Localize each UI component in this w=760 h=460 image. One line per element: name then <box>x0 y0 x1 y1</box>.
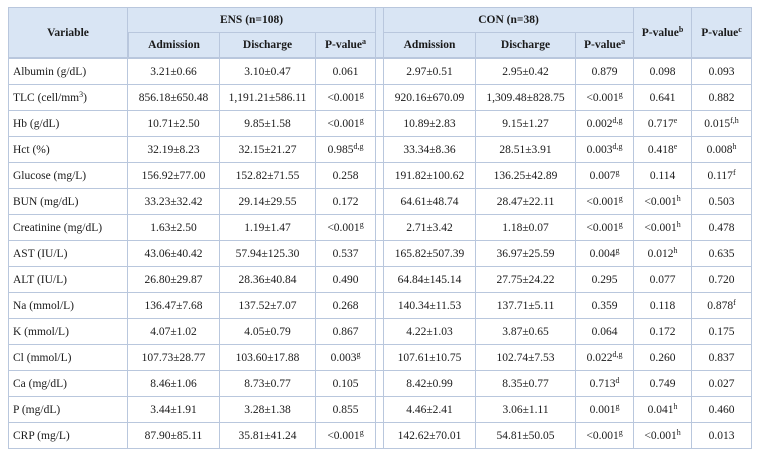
con-discharge-cell: 8.35±0.77 <box>476 371 576 397</box>
variable-cell: BUN (mg/dL) <box>8 189 128 215</box>
variable-cell: Na (mmol/L) <box>8 293 128 319</box>
con-discharge-cell: 3.87±0.65 <box>476 319 576 345</box>
group-separator <box>376 319 384 345</box>
group-separator <box>376 189 384 215</box>
table-row <box>8 293 752 319</box>
group-separator <box>376 215 384 241</box>
con-admission-cell: 64.61±48.74 <box>384 189 476 215</box>
ens-discharge-cell: 29.14±29.55 <box>220 189 316 215</box>
group-separator <box>376 267 384 293</box>
pvalue-b-cell: 0.041$^h$ <box>634 397 692 423</box>
header-pvalue-c: P-value$^c$ <box>692 7 752 58</box>
con-admission-cell: 4.46±2.41 <box>384 397 476 423</box>
con-pvalue-cell: <0.001$^g$ <box>576 215 634 241</box>
pvalue-c-cell: 0.027 <box>692 371 752 397</box>
header-con-pvalue: P-value$^a$ <box>576 33 634 58</box>
pvalue-c-cell: 0.460 <box>692 397 752 423</box>
con-pvalue-cell: 0.022$^{d,g}$ <box>576 345 634 371</box>
table-row <box>8 215 752 241</box>
con-discharge-cell: 137.71±5.11 <box>476 293 576 319</box>
pvalue-c-cell: 0.635 <box>692 241 752 267</box>
header-variable: Variable <box>8 7 128 58</box>
ens-discharge-cell: 3.28±1.38 <box>220 397 316 423</box>
ens-discharge-cell: 1,191.21±586.11 <box>220 85 316 111</box>
con-admission-cell: 2.71±3.42 <box>384 215 476 241</box>
ens-discharge-cell: 8.73±0.77 <box>220 371 316 397</box>
ens-admission-cell: 156.92±77.00 <box>128 163 220 189</box>
pvalue-b-cell: <0.001$^h$ <box>634 423 692 449</box>
ens-discharge-cell: 152.82±71.55 <box>220 163 316 189</box>
pvalue-b-cell: 0.641 <box>634 85 692 111</box>
group-separator <box>376 163 384 189</box>
ens-pvalue-cell: 0.490 <box>316 267 376 293</box>
con-admission-cell: 10.89±2.83 <box>384 111 476 137</box>
ens-admission-cell: 1.63±2.50 <box>128 215 220 241</box>
pvalue-c-cell: 0.175 <box>692 319 752 345</box>
variable-cell: K (mmol/L) <box>8 319 128 345</box>
pvalue-b-cell: 0.012$^h$ <box>634 241 692 267</box>
table-body <box>8 58 752 449</box>
con-discharge-cell: 102.74±7.53 <box>476 345 576 371</box>
header-con-discharge: Discharge <box>476 33 576 58</box>
variable-cell: TLC $(cell/mm^3)$ <box>8 85 128 111</box>
group-separator <box>376 293 384 319</box>
variable-cell: P (mg/dL) <box>8 397 128 423</box>
ens-admission-cell: 107.73±28.77 <box>128 345 220 371</box>
ens-pvalue-cell: 0.061 <box>316 58 376 85</box>
con-discharge-cell: 28.47±22.11 <box>476 189 576 215</box>
pvalue-b-cell: 0.418e <box>634 137 692 163</box>
ens-admission-cell: 856.18±650.48 <box>128 85 220 111</box>
pvalue-c-cell: 0.720 <box>692 267 752 293</box>
ens-admission-cell: 3.21±0.66 <box>128 58 220 85</box>
variable-cell: ALT (IU/L) <box>8 267 128 293</box>
ens-pvalue-cell: 0.867 <box>316 319 376 345</box>
table-row <box>8 163 752 189</box>
pvalue-b-cell: 0.172 <box>634 319 692 345</box>
ens-discharge-cell: 137.52±7.07 <box>220 293 316 319</box>
pvalue-c-cell: 0.478 <box>692 215 752 241</box>
group-separator <box>376 345 384 371</box>
ens-discharge-cell: 103.60±17.88 <box>220 345 316 371</box>
con-pvalue-cell: 0.002$^{d,g}$ <box>576 111 634 137</box>
ens-pvalue-cell: 0.172 <box>316 189 376 215</box>
con-pvalue-cell: 0.004$^g$ <box>576 241 634 267</box>
con-discharge-cell: 9.15±1.27 <box>476 111 576 137</box>
variable-cell: Cl (mmol/L) <box>8 345 128 371</box>
table-row <box>8 111 752 137</box>
header-ens-pvalue: P-value$^a$ <box>316 33 376 58</box>
variable-cell: Hct (%) <box>8 137 128 163</box>
ens-pvalue-cell: <0.001$^g$ <box>316 215 376 241</box>
pvalue-c-cell: 0.015$^{f,h}$ <box>692 111 752 137</box>
ens-pvalue-cell: 0.985$^{d,g}$ <box>316 137 376 163</box>
con-pvalue-cell: <0.001$^g$ <box>576 423 634 449</box>
ens-discharge-cell: 3.10±0.47 <box>220 58 316 85</box>
con-discharge-cell: 36.97±25.59 <box>476 241 576 267</box>
ens-pvalue-cell: 0.003$^g$ <box>316 345 376 371</box>
lab-values-table-container <box>8 7 752 449</box>
con-pvalue-cell: 0.001$^g$ <box>576 397 634 423</box>
header-pvalue-b: P-value$^b$ <box>634 7 692 58</box>
table-row <box>8 189 752 215</box>
ens-discharge-cell: 57.94±125.30 <box>220 241 316 267</box>
table-row <box>8 371 752 397</box>
con-discharge-cell: 136.25±42.89 <box>476 163 576 189</box>
con-admission-cell: 140.34±11.53 <box>384 293 476 319</box>
con-pvalue-cell: <0.001$^g$ <box>576 189 634 215</box>
table-row <box>8 85 752 111</box>
pvalue-b-cell: 0.749 <box>634 371 692 397</box>
con-pvalue-cell: 0.295 <box>576 267 634 293</box>
pvalue-c-cell: 0.117$^f$ <box>692 163 752 189</box>
header-con-admission: Admission <box>384 33 476 58</box>
ens-admission-cell: 8.46±1.06 <box>128 371 220 397</box>
pvalue-c-cell: 0.882 <box>692 85 752 111</box>
table-row <box>8 345 752 371</box>
con-admission-cell: 191.82±100.62 <box>384 163 476 189</box>
variable-cell: CRP (mg/L) <box>8 423 128 449</box>
pvalue-c-cell: 0.093 <box>692 58 752 85</box>
ens-discharge-cell: 4.05±0.79 <box>220 319 316 345</box>
group-separator <box>376 85 384 111</box>
pvalue-c-cell: 0.837 <box>692 345 752 371</box>
con-admission-cell: 4.22±1.03 <box>384 319 476 345</box>
pvalue-b-cell: <0.001$^h$ <box>634 215 692 241</box>
table-row <box>8 241 752 267</box>
table-row <box>8 319 752 345</box>
pvalue-c-cell: 0.008$^h$ <box>692 137 752 163</box>
con-admission-cell: 64.84±145.14 <box>384 267 476 293</box>
ens-admission-cell: 136.47±7.68 <box>128 293 220 319</box>
ens-admission-cell: 3.44±1.91 <box>128 397 220 423</box>
pvalue-c-cell: 0.503 <box>692 189 752 215</box>
variable-cell: AST (IU/L) <box>8 241 128 267</box>
header-con-group: CON (n=38) <box>384 7 634 33</box>
pvalue-c-cell: 0.013 <box>692 423 752 449</box>
pvalue-b-cell: 0.260 <box>634 345 692 371</box>
ens-admission-cell: 33.23±32.42 <box>128 189 220 215</box>
con-discharge-cell: 54.81±50.05 <box>476 423 576 449</box>
pvalue-b-cell: 0.098 <box>634 58 692 85</box>
table-row <box>8 423 752 449</box>
ens-pvalue-cell: <0.001$^g$ <box>316 111 376 137</box>
group-separator <box>376 241 384 267</box>
variable-cell: Albumin (g/dL) <box>8 58 128 85</box>
table-row <box>8 267 752 293</box>
ens-discharge-cell: 1.19±1.47 <box>220 215 316 241</box>
pvalue-b-cell: 0.077 <box>634 267 692 293</box>
con-discharge-cell: 28.51±3.91 <box>476 137 576 163</box>
table-row <box>8 397 752 423</box>
variable-cell: Hb (g/dL) <box>8 111 128 137</box>
con-discharge-cell: 27.75±24.22 <box>476 267 576 293</box>
group-separator <box>376 111 384 137</box>
ens-pvalue-cell: 0.105 <box>316 371 376 397</box>
con-admission-cell: 2.97±0.51 <box>384 58 476 85</box>
ens-discharge-cell: 32.15±21.27 <box>220 137 316 163</box>
con-discharge-cell: 1,309.48±828.75 <box>476 85 576 111</box>
con-discharge-cell: 1.18±0.07 <box>476 215 576 241</box>
ens-pvalue-cell: 0.268 <box>316 293 376 319</box>
group-separator <box>376 423 384 449</box>
con-pvalue-cell: 0.007$^g$ <box>576 163 634 189</box>
con-pvalue-cell: 0.713$^d$ <box>576 371 634 397</box>
variable-cell: Creatinine (mg/dL) <box>8 215 128 241</box>
ens-pvalue-cell: <0.001$^g$ <box>316 85 376 111</box>
con-admission-cell: 107.61±10.75 <box>384 345 476 371</box>
con-pvalue-cell: 0.003$^{d,g}$ <box>576 137 634 163</box>
ens-pvalue-cell: 0.537 <box>316 241 376 267</box>
group-separator <box>376 137 384 163</box>
con-pvalue-cell: 0.359 <box>576 293 634 319</box>
ens-admission-cell: 43.06±40.42 <box>128 241 220 267</box>
con-pvalue-cell: 0.879 <box>576 58 634 85</box>
ens-admission-cell: 87.90±85.11 <box>128 423 220 449</box>
variable-cell: Ca (mg/dL) <box>8 371 128 397</box>
con-pvalue-cell: 0.064 <box>576 319 634 345</box>
group-separator <box>376 7 384 58</box>
con-admission-cell: 8.42±0.99 <box>384 371 476 397</box>
pvalue-b-cell: 0.717e <box>634 111 692 137</box>
con-pvalue-cell: <0.001$^g$ <box>576 85 634 111</box>
ens-discharge-cell: 9.85±1.58 <box>220 111 316 137</box>
con-admission-cell: 165.82±507.39 <box>384 241 476 267</box>
con-admission-cell: 33.34±8.36 <box>384 137 476 163</box>
con-discharge-cell: 2.95±0.42 <box>476 58 576 85</box>
pvalue-b-cell: 0.118 <box>634 293 692 319</box>
con-discharge-cell: 3.06±1.11 <box>476 397 576 423</box>
ens-admission-cell: 32.19±8.23 <box>128 137 220 163</box>
variable-cell: Glucose (mg/L) <box>8 163 128 189</box>
header-ens-group: ENS (n=108) <box>128 7 376 33</box>
header-ens-admission: Admission <box>128 33 220 58</box>
ens-admission-cell: 26.80±29.87 <box>128 267 220 293</box>
group-separator <box>376 58 384 85</box>
pvalue-c-cell: 0.878$^f$ <box>692 293 752 319</box>
con-admission-cell: 920.16±670.09 <box>384 85 476 111</box>
pvalue-b-cell: 0.114 <box>634 163 692 189</box>
group-separator <box>376 397 384 423</box>
ens-pvalue-cell: 0.855 <box>316 397 376 423</box>
table-row <box>8 137 752 163</box>
ens-discharge-cell: 35.81±41.24 <box>220 423 316 449</box>
lab-values-table <box>8 7 752 449</box>
ens-pvalue-cell: <0.001$^g$ <box>316 423 376 449</box>
ens-pvalue-cell: 0.258 <box>316 163 376 189</box>
table-row <box>8 58 752 85</box>
pvalue-b-cell: <0.001$^h$ <box>634 189 692 215</box>
header-ens-discharge: Discharge <box>220 33 316 58</box>
con-admission-cell: 142.62±70.01 <box>384 423 476 449</box>
ens-discharge-cell: 28.36±40.84 <box>220 267 316 293</box>
ens-admission-cell: 10.71±2.50 <box>128 111 220 137</box>
ens-admission-cell: 4.07±1.02 <box>128 319 220 345</box>
group-separator <box>376 371 384 397</box>
